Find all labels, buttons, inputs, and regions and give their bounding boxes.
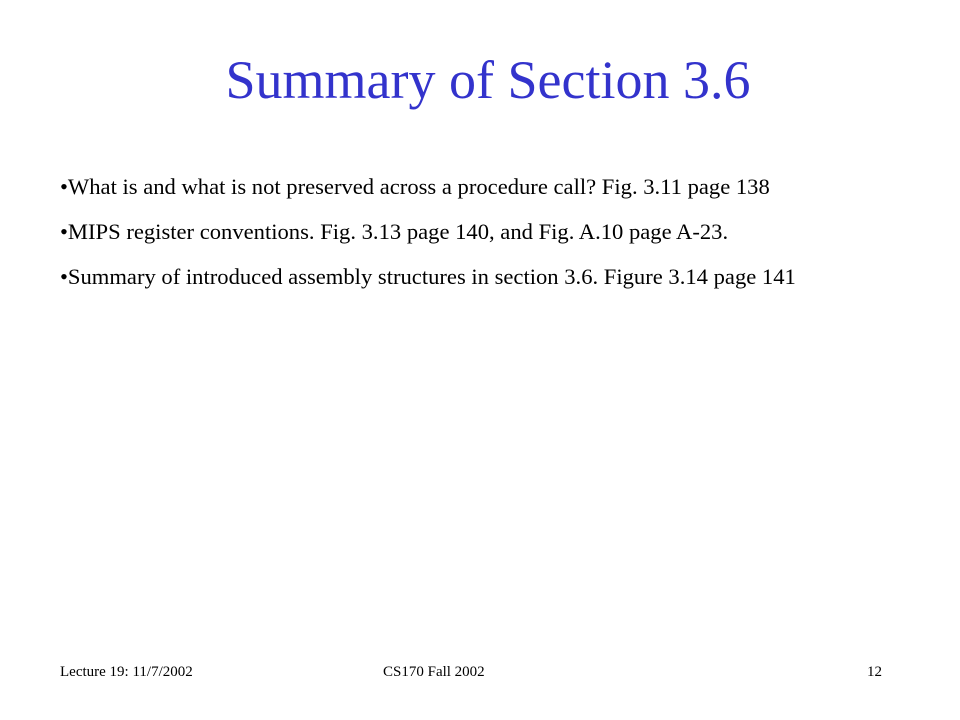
bullet-list: [60, 171, 870, 306]
bullet-item: [60, 171, 870, 202]
slide-title: Summary of Section 3.6: [225, 50, 751, 110]
footer-course: CS170 Fall 2002: [383, 664, 485, 680]
bullet-item: [60, 261, 870, 292]
footer-page-number: 12: [867, 664, 882, 680]
bullet-item: [60, 216, 870, 247]
bullet-marker: •: [60, 264, 68, 289]
footer-lecture-date: Lecture 19: 11/7/2002: [60, 664, 193, 680]
bullet-text: What is and what is not preserved across a procedure call? Fig. 3.11 page 138: [67, 174, 770, 199]
bullet-marker: •: [60, 219, 68, 244]
bullet-marker: •: [60, 174, 68, 199]
bullet-text: Summary of introduced assembly structures in section 3.6. Figure 3.14 page 141: [67, 264, 796, 289]
bullet-text: MIPS register conventions. Fig. 3.13 page 140, and Fig. A.10 page A-23.: [67, 219, 729, 244]
